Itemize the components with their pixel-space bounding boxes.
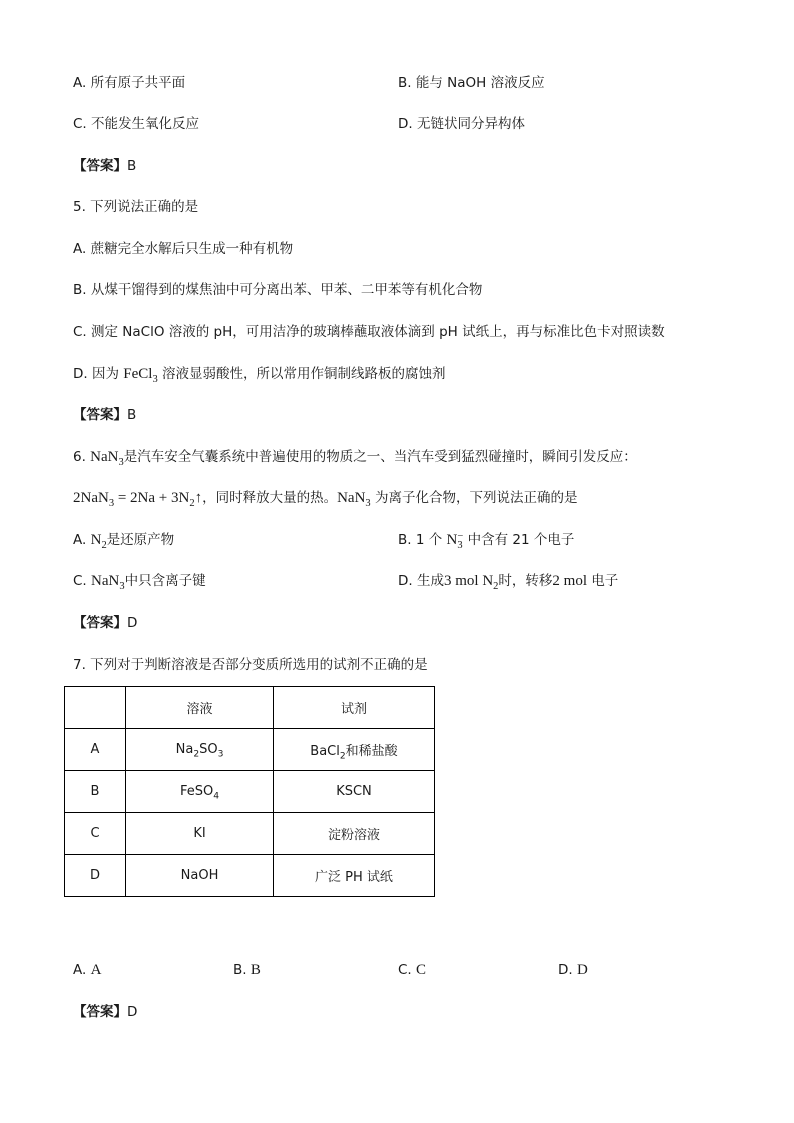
- answer-tag: 【答案】: [73, 1004, 127, 1020]
- table-header-cell: 溶液: [126, 687, 274, 729]
- answer-tag: 【答案】: [73, 158, 127, 174]
- table-header-cell: [65, 687, 126, 729]
- q6-option-a: A. $N_2$是还原产物: [73, 532, 175, 551]
- answer-tag: 【答案】: [73, 407, 127, 423]
- q5-stem: 5. 下列说法正确的是: [73, 199, 199, 215]
- table-row: [65, 729, 435, 771]
- answer-value: B: [127, 407, 137, 423]
- answer-tag: 【答案】: [73, 615, 127, 631]
- answer-value: D: [127, 615, 138, 631]
- q6-stem: 6. NaN$_3$是汽车安全气囊系统中普遍使用的物质之一、当汽车受到猛烈碰撞时，瞬间引发反应：: [73, 449, 637, 468]
- q5-option-c: C. 测定 NaClO 溶液的 pH，可用洁净的玻璃棒蘸取液体滴到 pH 试纸上，再与标准比色卡对照读数: [73, 324, 665, 340]
- reagent-cell: 广泛 PH 试纸: [274, 855, 435, 897]
- q7-choice-d: D. D: [558, 962, 588, 978]
- q5-option-d: [73, 365, 446, 383]
- formula-nan3: NaN$_3$: [337, 490, 371, 509]
- q4-option-a: A. 所有原子共平面: [73, 75, 186, 91]
- solution-cell: FeSO$_4$: [126, 771, 274, 813]
- formula-nan3: NaN$_3$: [90, 449, 124, 468]
- q6-equation: $2NaN_3 = 2Na + 3N_2↑$，同时释放大量的热。NaN$_3$ 为离子化合物，下列说法正确的是: [73, 490, 578, 509]
- reaction-equation: $2NaN_3 = 2Na + 3N_2↑$: [73, 490, 203, 509]
- solution-cell: NaOH: [126, 855, 274, 897]
- reagent-cell: BaCl$_2$和稀盐酸: [274, 729, 435, 771]
- q5-answer: [73, 406, 136, 424]
- q7-choice-a: A. A: [73, 962, 102, 978]
- reagent-cell: KSCN: [274, 771, 435, 813]
- q5-option-d-pre: D. 因为: [73, 366, 119, 382]
- reagent-cell: 淀粉溶液: [274, 813, 435, 855]
- reagent-table: [64, 686, 435, 897]
- table-row: [65, 813, 435, 855]
- solution-cell: KI: [126, 813, 274, 855]
- table-row: [65, 771, 435, 813]
- q7-stem: 7. 下列对于判断溶液是否部分变质所选用的试剂不正确的是: [73, 657, 428, 673]
- q6-option-c: C. NaN$_3$中只含离子键: [73, 573, 206, 592]
- solution-cell: $Na_2SO_3$: [126, 729, 274, 771]
- q7-choice-c: C. C: [398, 962, 427, 978]
- table-header-row: [65, 687, 435, 729]
- q4-option-b: B. 能与 NaOH 溶液反应: [398, 75, 545, 91]
- q4-option-d: D. 无链状同分异构体: [398, 116, 525, 132]
- q5-option-b: B. 从煤干馏得到的煤焦油中可分离出苯、甲苯、二甲苯等有机化合物: [73, 282, 483, 298]
- q6-option-d: D. 生成3 mol $N_2$时，转移2 mol 电子: [398, 573, 619, 592]
- row-label: A: [65, 729, 126, 771]
- row-label: C: [65, 813, 126, 855]
- q7-choice-b: B. B: [233, 962, 261, 978]
- row-label: B: [65, 771, 126, 813]
- table-row: [65, 855, 435, 897]
- q4-answer: [73, 157, 136, 175]
- gas-arrow-icon: ↑: [194, 490, 203, 506]
- q6-answer: [73, 614, 137, 632]
- q7-answer: [73, 1003, 137, 1021]
- q6-option-b: B. 1 个 N − 3 中含有 21 个电子: [398, 530, 575, 551]
- formula-fecl3: FeCl$_3$: [123, 366, 158, 385]
- q5-option-d-post: 溶液显弱酸性，所以常用作铜制线路板的腐蚀剂: [157, 366, 446, 382]
- q5-option-a: A. 蔗糖完全水解后只生成一种有机物: [73, 241, 294, 257]
- answer-value: D: [127, 1004, 138, 1020]
- q4-option-c: C. 不能发生氧化反应: [73, 116, 200, 132]
- answer-value: B: [127, 158, 137, 174]
- row-label: D: [65, 855, 126, 897]
- table-header-cell: 试剂: [274, 687, 435, 729]
